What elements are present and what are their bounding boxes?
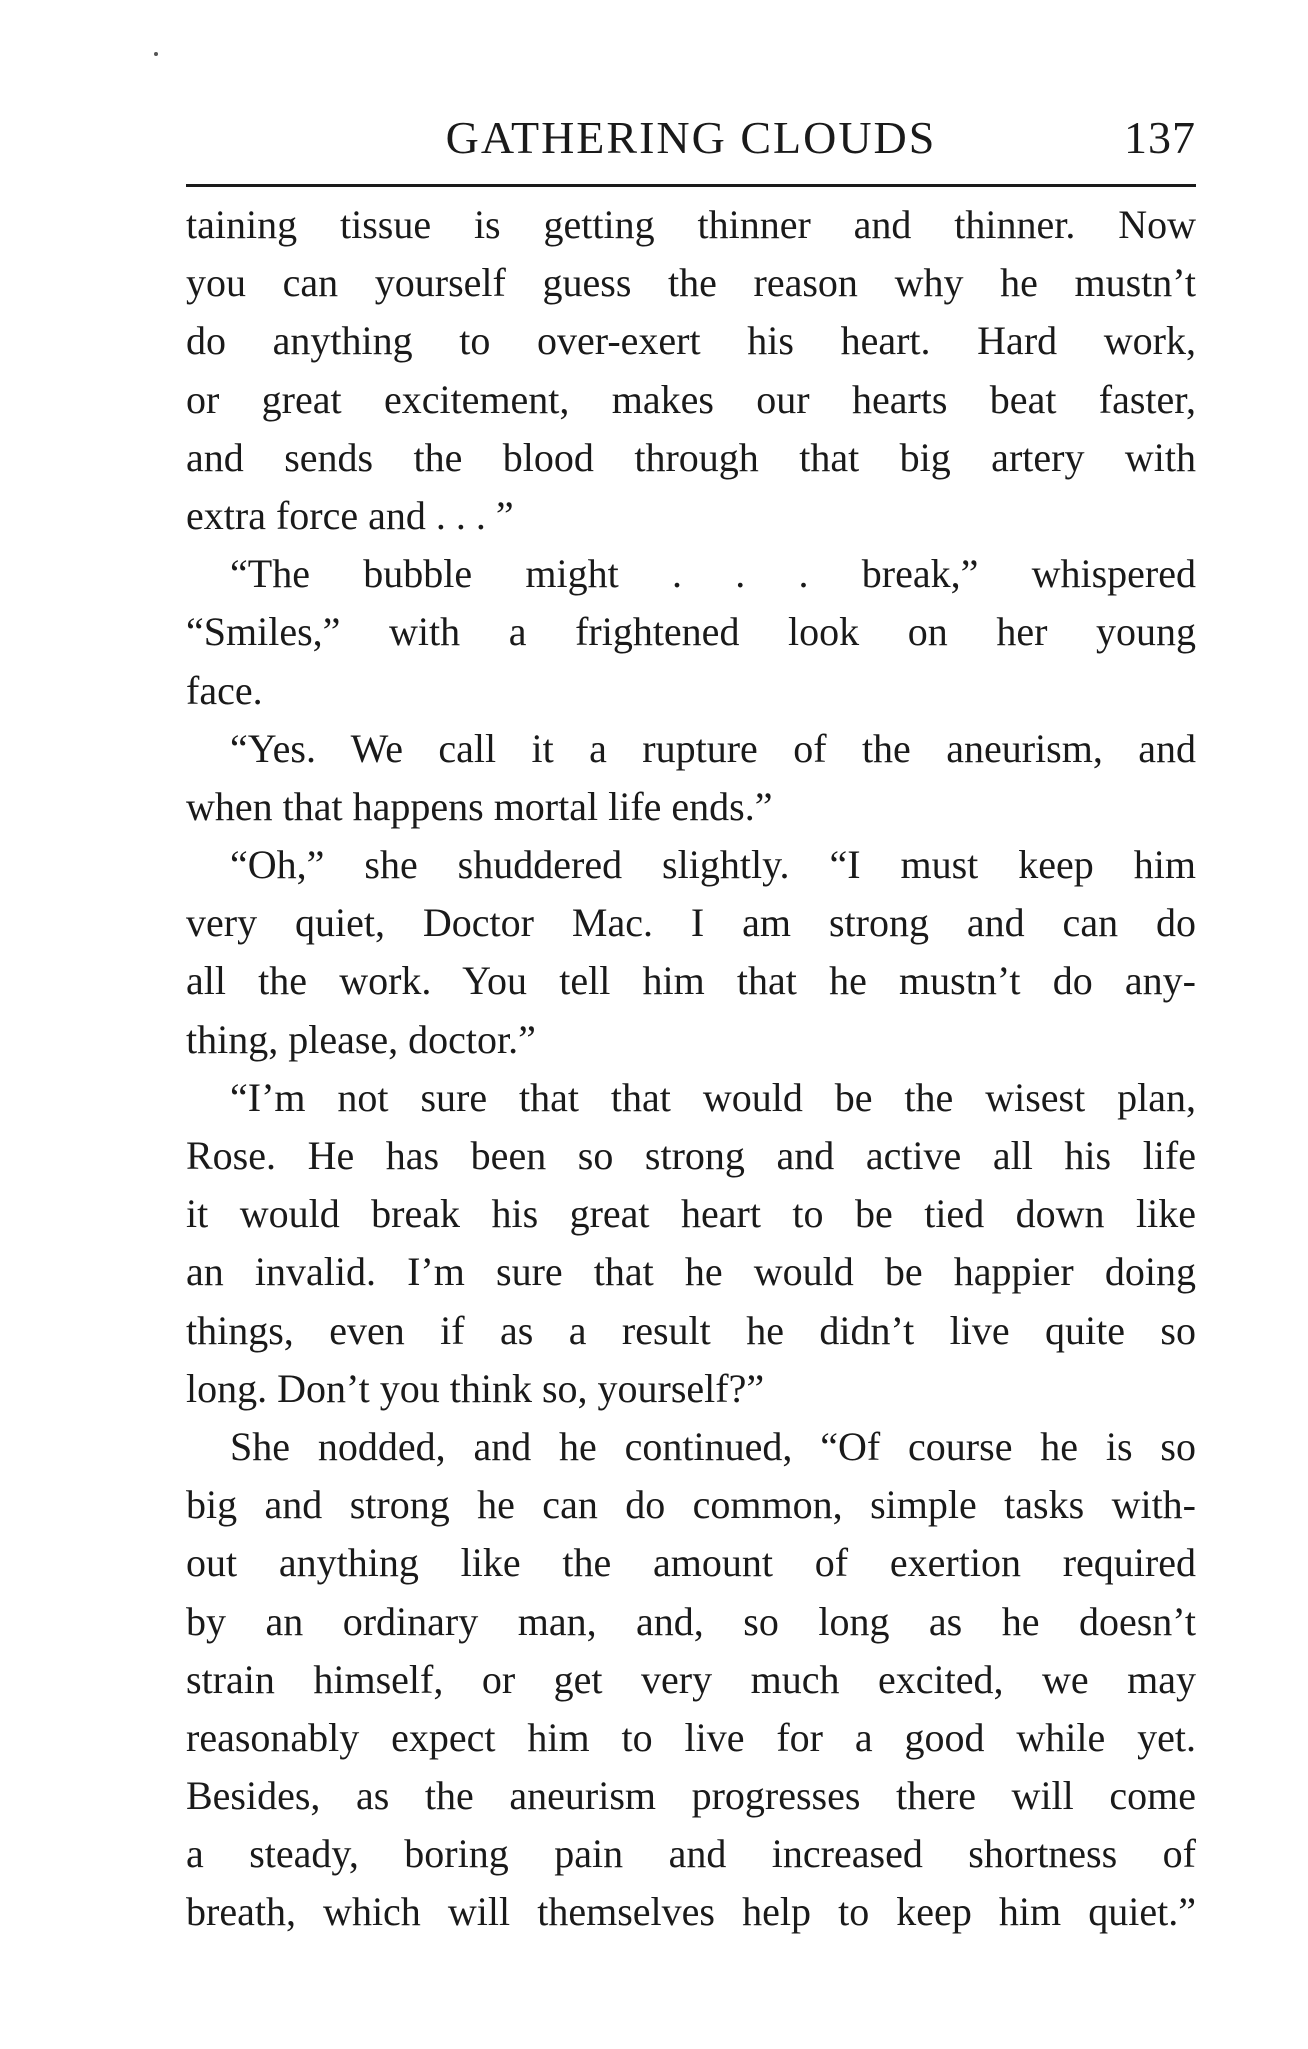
text-line: all the work. You tell him that he mustn’t do any- (186, 958, 1196, 1004)
text-line: breath, which will themselves help to keep him quiet.” (186, 1889, 1196, 1935)
text-line: or great excitement, makes our hearts beat faster, (186, 376, 1196, 422)
text-line: thing, please, doctor.” (186, 1016, 536, 1062)
text-line: extra force and . . . ” (186, 492, 514, 538)
text-line: an invalid. I’m sure that he would be happier doing (186, 1249, 1196, 1295)
body-text (186, 196, 1196, 1942)
text-line: out anything like the amount of exertion required (186, 1540, 1196, 1586)
text-line: things, even if as a result he didn’t live quite so (186, 1307, 1196, 1353)
text-line: do anything to over-exert his heart. Hard work, (186, 318, 1196, 364)
text-line: reasonably expect him to live for a good while yet. (186, 1714, 1196, 1760)
text-line: you can yourself guess the reason why he mustn’t (186, 260, 1196, 306)
scan-speck (154, 52, 158, 56)
text-line: “Yes. We call it a rupture of the aneurism, and (230, 725, 1196, 771)
text-line: “I’m not sure that that would be the wisest plan, (230, 1074, 1196, 1120)
text-line: very quiet, Doctor Mac. I am strong and can do (186, 900, 1196, 946)
text-line: long. Don’t you think so, yourself?” (186, 1365, 765, 1411)
text-line: She nodded, and he continued, “Of course he is so (230, 1423, 1196, 1469)
running-title: GATHERING CLOUDS (445, 112, 937, 163)
text-line: Rose. He has been so strong and active all his life (186, 1133, 1196, 1178)
text-line: by an ordinary man, and, so long as he doesn’t (186, 1598, 1196, 1644)
text-line: a steady, boring pain and increased shortness of (186, 1831, 1196, 1877)
header-rule (186, 184, 1196, 187)
page-number: 137 (1124, 112, 1196, 163)
text-line: “Oh,” she shuddered slightly. “I must keep him (230, 842, 1196, 888)
text-line: Besides, as the aneurism progresses there will come (186, 1773, 1196, 1819)
text-line: it would break his great heart to be tied down like (186, 1191, 1196, 1237)
text-line: taining tissue is getting thinner and thinner. Now (186, 202, 1196, 247)
text-line: “The bubble might . . . break,” whispered (230, 551, 1196, 597)
text-line: strain himself, or get very much excited, we may (186, 1656, 1196, 1702)
text-line: when that happens mortal life ends.” (186, 783, 773, 829)
text-line: and sends the blood through that big artery with (186, 434, 1196, 480)
text-line: face. (186, 667, 263, 713)
running-head (186, 108, 1196, 168)
text-line: big and strong he can do common, simple tasks with- (186, 1482, 1196, 1528)
text-line: “Smiles,” with a frightened look on her young (186, 609, 1196, 655)
